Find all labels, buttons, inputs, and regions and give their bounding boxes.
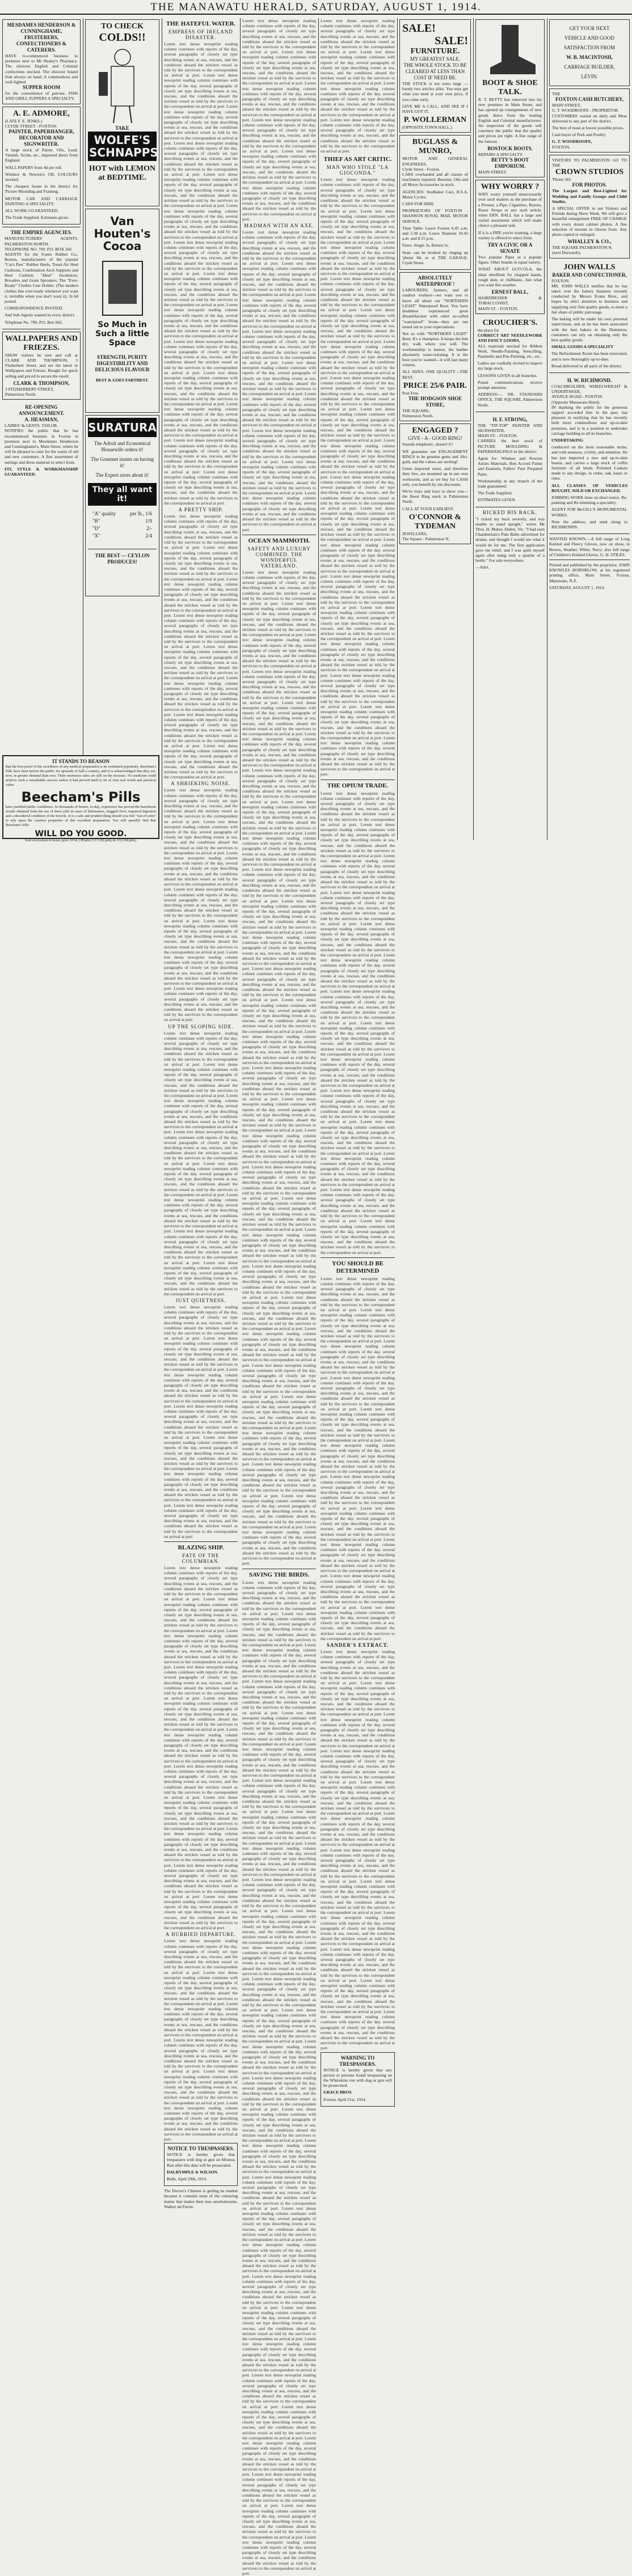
waterproof-body: Not so with "NORTHERN LIGHT" Boot. It's a champion. It keeps the feet dry, walk where you will. The workmanship is honest, the leather absolutely water-resisting. It is the boot you've wanted—it will last many winters. — [402, 331, 468, 367]
suratura-foot: THE BEST — CEYLON PRODUCES! — [88, 549, 157, 565]
engaged-heading: ENGAGED ? — [402, 426, 468, 435]
waterproof-store: THE HODGSON SHOE STORE, — [402, 396, 468, 408]
article-heading: THE OPIUM TRADE. — [321, 782, 395, 790]
cocoa-sub: STRENGTH, PURITY DIGESTIBILITY AND DELICIOUS FLAVOUR — [88, 354, 157, 373]
article-body: Lorem text dense newsprint reading column continues with reports of the day, several paragraphs of closely set type describing events at sea, rescues, and the conditions aboard the stricken vessel as told by the survivors to the correspondent on arrival at port. Lorem text dense newsprint reading column continues with reports of the day, several paragraphs of closely set type describing events at sea, rescues, and the conditions aboard the stricken vessel as told by the survivors to the correspondent on arrival at port. Lorem text dense newsprint reading column continues with reports of the day, several paragraphs of closely set type describing events at sea, rescues, and the conditions aboard the stricken vessel as told by the survivors to the correspondent on arrival at port. Lorem text dense newsprint reading column continues with reports of the day, several paragraphs of closely set type describing events at sea, rescues, and the conditions aboard the stricken vessel as told by the survivors to the correspondent on arrival at port. Lorem text dense newsprint reading column continues with reports of the day, several paragraphs of closely set type describing events at sea, rescues, and the conditions aboard the stricken vessel as told by the survivors to the correspondent on arrival at port. Lorem text dense newsprint reading column continues with reports of the day, several paragraphs of closely set type describing events at sea, rescues, and the conditions aboard the stricken vessel as told by the survivors to the correspondent on arrival at port. Lorem text dense newsprint reading column continues with reports of the day, several paragraphs of closely set type describing events at sea, rescues, and the conditions aboard the stricken vessel as told by the survivors to the correspondent on arrival at port. — [164, 1304, 238, 1539]
worry-street: MAIN ST. - FOXTON. — [478, 306, 542, 311]
studios-phone: 'Phone 582 — [552, 177, 627, 182]
buglass-time: Time Table: Leave Foxton 6.45 a.m. and 2.30 p.m. Leave Shannon 10.45 a.m. and 8.15 p.m. — [402, 226, 468, 242]
trespass-sig: GRACE BROS. — [323, 2090, 392, 2095]
trespass-date: Foxton, April 21st, 1914. — [323, 2097, 392, 2102]
sale-ad — [399, 19, 471, 133]
column-7 — [475, 18, 545, 840]
richmond-addr: AVENUE ROAD - FOXTON — [551, 394, 627, 399]
suratura-ad — [85, 415, 159, 596]
richmond-agent: AGENT FOR McGILL'S MONUMENTAL WORKS. — [551, 507, 627, 517]
trespass-body: NOTICE is hereby given that any person or persons found trespassing on the Whirokino run with dog or gun will be prosecuted. — [323, 2067, 392, 2088]
article-subheading: MAN WHO STOLE "LA GIOCONDA." — [321, 164, 395, 176]
richmond-jobbing: JOBBING WORK done on short notice. Re-painting and Re-trimming a speciality. — [551, 495, 627, 505]
studios-photos: FOR PHOTOS. — [552, 182, 627, 188]
waterproof-post: Post Free. — [402, 391, 468, 396]
sanders-brand: SANDER'S EXTRACT. — [321, 1642, 395, 1648]
beecham-heading: IT STANDS TO REASON — [6, 759, 156, 765]
waterproof-heading: ABSOLUTELY WATERPROOF ! — [402, 275, 468, 287]
beecham-brand: Beecham's Pills — [6, 789, 156, 805]
walls-town: FOXTON. — [551, 278, 627, 283]
imprint-date: SATURDAY, AUGUST 1, 1914. — [549, 585, 630, 590]
strong-agent: Agent for: Windsor and Newton Artists Materials, Bon Accord Paints and Enamels, Fullers' Pure Prepared Paint. — [478, 456, 542, 477]
walls-bread: Bread delivered to all parts of the district. — [551, 363, 627, 368]
schnapps-tag: HOT with LEMON at BEDTIME. — [88, 164, 157, 183]
back-body: "I ricked my back severely, and was unable to stand upright," writes Mr Thos. H. Maher, Ebden, Vic. "I had seen Chamberlain's Pain Balm advertised for strains, and thought I would see what it would do for me. The first application gave me relief, and I was quite myself again after using only a quarter of a bottle." For sale everywhere. — [475, 516, 545, 564]
admore-body: The cheapest house in the district for Picture Moulding and Framing. — [5, 184, 78, 194]
admore-name: A. E. ADMORE, — [5, 109, 78, 118]
admore-late: (LATE F. E. JENKS.) — [5, 118, 78, 124]
buglass-body: CARS overhauled and all classes of machinery repaired. Benzine, Oils and all Motor Accessories in stock. — [402, 172, 468, 188]
imprint: Printed and published by the proprietor, JOHN KNOWLES HORNBLOW, at his registered printing office, Main Street, Foxton, Manawatu, N.Z. — [549, 562, 630, 583]
macintosh-town: LEVIN. — [552, 74, 627, 80]
butchery-best: The best of meat at lowest possible prices. — [552, 125, 627, 130]
croucher-lessons: LESSONS GIVEN in all branches. — [478, 373, 542, 378]
buglass-street: Clyde Street - Foxton. — [402, 167, 468, 172]
trespass-ad-moutoa — [164, 2143, 238, 2186]
article-body: Lorem text dense newsprint reading column continues with reports of the day, several paragraphs of closely set type describing events at sea, rescues, and the conditions aboard the stricken vessel as told by the survivors to the correspondent on arrival at port. Lorem text dense newsprint reading column continues with reports of the day, several paragraphs of closely set type describing events at sea, rescues, and the conditions aboard the stricken vessel as told by the survivors to the correspondent on arrival at port. Lorem text dense newsprint reading column continues with reports of the day, several paragraphs of closely set type describing events at sea, rescues, and the conditions aboard the stricken vessel as told by the survivors to the correspondent on arrival at port. Lorem text dense newsprint reading column continues with reports of the day, several paragraphs of closely set type describing events at sea, rescues, and the conditions aboard the stricken vessel as told by the survivors to the correspondent on arrival at port. Lorem text dense newsprint reading column continues with reports of the day, several paragraphs of closely set type describing events at sea, rescues, and the conditions aboard the stricken vessel as told by the survivors to the correspondent on arrival at port. Lorem text dense newsprint reading column continues with reports of the day, several paragraphs of closely set type describing events at sea, rescues, and the conditions aboard the stricken vessel as told by the survivors to the correspondent on arrival at port. Lorem text dense newsprint reading column continues with reports of the day, several paragraphs of closely set type describing events at sea, rescues, and the conditions aboard the stricken vessel as told by the survivors to the correspondent on arrival at port. Lorem text dense newsprint reading column continues with reports of the day, several paragraphs of closely set type describing events at sea, rescues, and the conditions aboard the stricken vessel as told by the survivors to the correspondent on arrival at port. Lorem text dense newsprint reading column continues with reports of the day, several paragraphs of closely set type describing events at sea, rescues, and the conditions aboard the stricken vessel as told by the survivors to the correspondent on arrival at port. Lorem text dense newsprint reading column continues with reports of the day, several paragraphs of closely set type describing events at sea, rescues, and the conditions aboard the stricken vessel as told by the survivors to the correspondent on arrival at port. Lorem text dense newsprint reading column continues with reports of the day, several paragraphs of closely set type describing events at sea, rescues, and the conditions aboard the stricken vessel as told by the survivors to the correspondent on arrival at port. Lorem text dense newsprint reading column continues with reports of the day, several paragraphs of closely set type describing events at sea, rescues, and the conditions aboard the stricken vessel as told by the survivors to the correspondent on arrival at port. Lorem text dense newsprint reading column continues with reports of the day, several paragraphs of closely set type describing events at sea, rescues, and the conditions aboard the stricken vessel as told by the survivors to the correspondent on arrival at port. Lorem text dense newsprint reading column continues with reports of the day, several paragraphs of closely set type describing events at sea, rescues, and the conditions aboard the stricken vessel as told by the survivors to the correspondent on arrival at port. — [164, 41, 238, 506]
trespass-heading: NOTICE TO TRESPASSERS. — [167, 2146, 235, 2152]
cocoa-tag: So Much in Such a little Space — [88, 320, 157, 348]
boot-illustration — [479, 22, 541, 79]
suratura-line: The Gourmet insists on having it! — [88, 456, 157, 469]
butchery-heading: FOXTON CASH BUTCHERY, — [552, 96, 627, 103]
article-subheading: A PRETTY SHIP. — [164, 507, 238, 512]
price-row — [88, 518, 157, 525]
article-heading: THIEF AS ART CRITIC. — [321, 156, 395, 163]
worry-civic: TRY A CIVIC OR A SENATE — [478, 242, 542, 255]
worry-sub: HAIRDRESSER & TOBACCONIST, — [478, 295, 542, 306]
price-value: 1/9 — [145, 518, 152, 524]
macintosh-line: SATISFACTION FROM — [552, 45, 627, 51]
butchery-town: FOXTON. — [552, 145, 627, 150]
henderson-ad — [2, 19, 81, 104]
henderson-tail: for the convenience of patrons. FISH AND GRILL SUPPERS A SPECIALTY. — [5, 91, 78, 101]
article-body: Lorem text dense newsprint reading column continues with reports of the day, several paragraphs of closely set type describing events at sea, rescues, and the conditions aboard the stricken vessel as told by the survivors to the correspondent on arrival at port. Lorem text dense newsprint reading column continues with reports of the day, several paragraphs of closely set type describing events at sea, rescues, and the conditions aboard the stricken vessel as told by the survivors to the correspondent on arrival at port. Lorem text dense newsprint reading column continues with reports of the day, several paragraphs of closely set type describing events at sea, rescues, and the conditions aboard the stricken vessel as told by the survivors to the correspondent on arrival at port. Lorem text dense newsprint reading column continues with reports of the day, several paragraphs of closely set type describing events at sea, rescues, and the conditions aboard the stricken vessel as told by the survivors to the correspondent on arrival at port. Lorem text dense newsprint reading column continues with reports of the day, several paragraphs of closely set type describing events at sea, rescues, and the conditions aboard the stricken vessel as told by the survivors to the correspondent on arrival at port. Lorem text dense newsprint reading column continues with reports of the day, several paragraphs of closely set type describing events at sea, rescues, and the conditions aboard the stricken vessel as told by the survivors to the correspondent on arrival at port. — [164, 1938, 238, 2142]
worry-ad — [475, 180, 545, 314]
article-subheading: A SHRIEKING NOISE. — [164, 781, 238, 786]
suratura-line: They all want it! — [88, 483, 157, 506]
croucher-addr: ADDRESS:— NR. STANDARD OFFICE, THE SQUARE, Palmerston North. — [478, 392, 542, 408]
article-subheading: UP THE SLOPING SIDE. — [164, 1024, 238, 1029]
henderson-sub: FRUITERERS, CONFECTIONERS & CATERERS. — [5, 35, 78, 53]
richmond-under2: conducted on the most reasonable terms, and with neatness, civility, and attention. He has just imported a new and up-to-date hearse, and carries a large stock of coffin furniture of all kinds. Polished Caskets made to any design, in cedar, oak, kauri or rimu. — [551, 444, 627, 481]
article-subheading: RICKED HIS BACK. — [475, 510, 545, 515]
macintosh-name: W. B. MACINTOSH, — [552, 54, 627, 61]
cocoa-brand: Van Houten's Cocoa — [88, 215, 157, 252]
trespass-body: NOTICE is hereby given that trespassers with dog or gun on Moutoa Run after this date will be prosecuted. — [167, 2152, 235, 2168]
waterproof-sizes: ALL SIZES. ONE QUALITY—THE BEST. — [402, 369, 468, 379]
sale-word: SALE! — [402, 35, 468, 47]
strong-work: Workmanship in any branch of the trade guaranteed. — [478, 478, 542, 489]
croucher-heading: CROUCHER'S. — [478, 319, 542, 328]
wallpapers-town: Palmerston North. — [5, 392, 78, 397]
admore-body: A large stock of Paints, Oils, Lead, Varnish, Scrim, etc., imported direct from England. — [5, 147, 78, 163]
boot-brand: BOSTOCK BOOTS. — [478, 146, 542, 152]
buglass-fares: Fares: Single 3s, Return 5s. — [402, 243, 468, 248]
boot-ad — [475, 19, 545, 177]
admore-body: WALL PAPERS from 4d per roll. — [5, 165, 78, 170]
beecham-body: have justified public confidence. In thousands of homes, to-day, experience has proved the beneficent results obtained from the use of these pills in cases of biliousness, sluggish liver, impaired digestion and a disordered condition of the bowels. It is a safe and prudent thing should you feel "out-of-sorts" to rely upon the curative properties of this excellent preparation. You will speedily find that Beecham's Pills — [6, 805, 156, 828]
walls-name: JOHN WALLS — [551, 263, 627, 272]
richmond-sub: COACHBUILDER, WHEELWRIGHT & UNDERTAKER, — [551, 384, 627, 394]
walls-small: SMALL GOODS A SPECIALITY — [551, 344, 627, 349]
sale-furniture: FURNITURE. — [402, 47, 468, 56]
heasman-body: NOTIFIES the public that he has recommenced business in Foxton in premises next to Mesdames Henderson and Cunninghame's, Main Street, where he will be pleased to cater for the wants of old and new customers. A fine assortment of suitings and dress material to select from. — [5, 428, 78, 464]
article-body: Lorem text dense newsprint reading column continues with reports of the day, several paragraphs of closely set type describing events at sea, rescues, and the conditions aboard the stricken vessel as told by the survivors to the correspondent on arrival at port. Lorem text dense newsprint reading column continues with reports of the day, several paragraphs of closely set type describing events at sea, rescues, and the conditions aboard the stricken vessel as told by the survivors to the correspondent on arrival at port. Lorem text dense newsprint reading column continues with reports of the day, several paragraphs of closely set type describing events at sea, rescues, and the conditions aboard the stricken vessel as told by the survivors to the correspondent on arrival at port. Lorem text dense newsprint reading column continues with reports of the day, several paragraphs of closely set type describing events at sea, rescues, and the conditions aboard the stricken vessel as told by the survivors to the correspondent on arrival at port. Lorem text dense newsprint reading column continues with reports of the day, several paragraphs of closely set type describing events at sea, rescues, and the conditions aboard the stricken vessel as told by the survivors to the correspondent on arrival at port. Lorem text dense newsprint reading column continues with reports of the day, several paragraphs of closely set type describing events at sea, rescues, and the conditions aboard the stricken vessel as told by the survivors to the correspondent on arrival at port. Lorem text dense newsprint reading column continues with reports of the day, several paragraphs of closely set type describing events at sea, rescues, and the conditions aboard the stricken vessel as told by the survivors to the correspondent on arrival at port. Lorem text dense newsprint reading column continues with reports of the day, several paragraphs of closely set type describing events at sea, rescues, and the conditions aboard the stricken vessel as told by the survivors to the correspondent on arrival at port. Lorem text dense newsprint reading column continues with reports of the day, several paragraphs of closely set type describing events at sea, rescues, and the conditions aboard the stricken vessel as told by the survivors to the correspondent on arrival at port. — [242, 230, 316, 532]
croucher-ladies: Ladies are cordially invited to inspect my large stock. — [478, 361, 542, 371]
admore-body: MOTOR CAR AND CARRIAGE PAINTING A SPECIALITY. — [5, 196, 78, 206]
heasman-ad — [2, 402, 81, 481]
sale-opp: (OPPOSITE TOWN HALL.) — [402, 125, 468, 130]
price-grade: "D" — [92, 526, 100, 532]
engaged-ad — [399, 423, 471, 544]
price-grade: "X" — [92, 533, 100, 539]
column-1 — [2, 18, 81, 840]
price-grade: "B" — [92, 518, 100, 524]
wanted-notice: WANTED KNOWN.—A full range of Long Knitted and Fleecy Gloves, now on show, in Brown, Heather, White, Navy; also full range of Children's Knitted Gloves. G. H. STILES. — [549, 536, 630, 557]
masthead-title: THE MANAWATU HERALD, SATURDAY, AUGUST 1, 1914. — [150, 1, 481, 13]
beecham-sold: Sold everywhere in boxes, price 10½d. (36 pills) 1/1½ (56 pills) & 2/9 (168 pills). — [6, 838, 156, 844]
article-body: Lorem text dense newsprint reading column continues with reports of the day, several paragraphs of closely set type describing events at sea, rescues, and the conditions aboard the stricken vessel as told by the survivors to the correspondent on arrival at port. Lorem text dense newsprint reading column continues with reports of the day, several paragraphs of closely set type describing events at sea, rescues, and the conditions aboard the stricken vessel as told by the survivors to the correspondent on arrival at port. Lorem text dense newsprint reading column continues with reports of the day, several paragraphs of closely set type describing events at sea, rescues, and the conditions aboard the stricken vessel as told by the survivors to the correspondent on arrival at port. Lorem text dense newsprint reading column continues with reports of the day, several paragraphs of closely set type describing events at sea, rescues, and the conditions aboard the stricken vessel as told by the survivors to the correspondent on arrival at port. Lorem text dense newsprint reading column continues with reports of the day, several paragraphs of closely set type describing events at sea, rescues, and the conditions aboard the stricken vessel as told by the survivors to the correspondent on arrival at port. Lorem text dense newsprint reading column continues with reports of the day, several paragraphs of closely set type describing events at sea, rescues, and the conditions aboard the stricken vessel as told by the survivors to the correspondent on arrival at port. Lorem text dense newsprint reading column continues with reports of the day, several paragraphs of closely set type describing events at sea, rescues, and the conditions aboard the stricken vessel as told by the survivors to the correspondent on arrival at port. Lorem text dense newsprint reading column continues with reports of the day, several paragraphs of closely set type describing events at sea, rescues, and the conditions aboard the stricken vessel as told by the survivors to the correspondent on arrival at port. — [164, 1031, 238, 1297]
price-value: 2/- — [146, 526, 152, 532]
engaged-sub: JEWELLERS, — [402, 531, 468, 536]
richmond-note: Note the address, and send along to RICHMONDS. — [551, 519, 627, 529]
butchery-prop: G. T. WOODROOFE - PROPRIETOR — [552, 108, 627, 113]
empire-body: AGENTS for the Foster Rubber Co., Boston, manufacturers of the popular "Cat's Paw" Rubber Heels, Tread-Air Heel Cushions, Combination Arch Supports and Heel Cushion. "Ideal" Incubators, Brooders and Grain Sprouters. The "Ever-Ready" Clothes Line Holder. (The modern clothes line ever-ready whenever you want it, invisible when you don't want it). 3s 6d posted. — [5, 252, 78, 304]
article-body: Lorem text dense newsprint reading column continues with reports of the day, several paragraphs of closely set type describing events at sea, rescues, and the conditions aboard the stricken vessel as told by the survivors to the correspondent on arrival at port. Lorem text dense newsprint reading column continues with reports of the day, several paragraphs of closely set type describing events at sea, rescues, and the conditions aboard the stricken vessel as told by the survivors to the correspondent on arrival at port. Lorem text dense newsprint reading column continues with reports of the day, several paragraphs of closely set type describing events at sea, rescues, and the conditions aboard the stricken vessel as told by the survivors to the correspondent on arrival at port. Lorem text dense newsprint reading column continues with reports of the day, several paragraphs of closely set type describing events at sea, rescues, and the conditions aboard the stricken vessel as told by the survivors to the correspondent on arrival at port. — [321, 18, 395, 154]
buglass-hire: CARS FOR HIRE. — [402, 201, 468, 206]
admore-body: The Trade Supplied. Estimates given. — [5, 215, 78, 220]
schnapps-brand: WOLFE'S SCHNAPPS — [88, 132, 157, 161]
column-rule — [473, 18, 474, 840]
bottle-man-illustration — [89, 45, 157, 124]
strong-sub: THE "TIP-TOP" PAINTER AND SIGNWRITER, — [478, 423, 542, 433]
buglass-book: Seats can be booked by ringing up 'phone 84, or at THE GARAGE, Clyde Street. — [402, 250, 468, 266]
studios-firm: WHALLEY & CO., — [552, 239, 627, 245]
wallpapers-heading: WALLPAPERS AND FRIEZES. — [5, 334, 78, 353]
trespass-date: Bulls, April 29th, 1914. — [167, 2176, 235, 2181]
croucher-sub: CORRECT ART NEEDLEWORK AND FANCY GOODS, — [478, 333, 542, 343]
richmond-under: UNDERTAKING — [551, 438, 627, 443]
column-rule — [318, 18, 319, 840]
schnapps-line1: TO CHECK — [88, 22, 157, 31]
column-6 — [399, 18, 471, 840]
article-subheading: EMPRESS OF IRELAND DISASTER. — [164, 29, 238, 40]
price-value: per lb., 1/6 — [130, 511, 152, 517]
heasman-name: A. HEASMAN, — [5, 417, 78, 423]
butchery-sig: G. T. WOODROOFE, — [552, 139, 627, 144]
empire-corr: CORRESPONDENCE INVITED. — [5, 306, 78, 311]
doctor-notice: The Doctor's Chinese is getting he market because it contains none of the colouring matter that makes their teas unwholesome. Walker nd Furrie. — [164, 2188, 238, 2209]
empire-tel: TELEPHONE NO. 709. P.O. BOX 266 — [5, 247, 78, 252]
studios-best: The Largest and Best-Lighted for Wedding and Family Groups and Child Studies. — [552, 188, 627, 204]
article-body: Lorem text dense newsprint reading column continues with reports of the day, several paragraphs of closely set type describing events at sea, rescues, and the conditions aboard the stricken vessel as told by the survivors to the correspondent on arrival at port. Lorem text dense newsprint reading column continues with reports of the day, several paragraphs of closely set type describing events at sea, rescues, and the conditions aboard the stricken vessel as told by the survivors to the correspondent on arrival at port. Lorem text dense newsprint reading column continues with reports of the day, several paragraphs of closely set type describing events at sea, rescues, and the conditions aboard the stricken vessel as told by the survivors to the correspondent on arrival at port. Lorem text dense newsprint reading column continues with reports of the day, several paragraphs of closely set type describing events at sea, rescues, and the conditions aboard the stricken vessel as told by the survivors to the correspondent on arrival at port. Lorem text dense newsprint reading column continues with reports of the day, several paragraphs of closely set type describing events at sea, rescues, and the conditions aboard the stricken vessel as told by the survivors to the correspondent on arrival at port. Lorem text dense newsprint reading column continues with reports of the day, several paragraphs of closely set type describing events at sea, rescues, and the conditions aboard the stricken vessel as told by the survivors to the correspondent on arrival at port. Lorem text dense newsprint reading column continues with reports of the day, several paragraphs of closely set type describing events at sea, rescues, and the conditions aboard the stricken vessel as told by the survivors to the correspondent on arrival at port. — [164, 787, 238, 1022]
trespass-sig: DALRYMPLE & WILSON. — [167, 2170, 235, 2175]
walls-body: The baking will be under his own personal supervision, and as he has been associated with the best bakers in the Dominion, customers can rely on obtaining only the best quality goods. — [551, 316, 627, 342]
wallpapers-addr: 3 FITZHERBERT STREET, — [5, 387, 78, 392]
richmond-name: H. W. RICHMOND. — [551, 378, 627, 384]
price-row — [88, 510, 157, 518]
sale-great: MY GREATEST SALE. — [402, 56, 468, 62]
suratura-line: The Expert raves about it! — [88, 472, 157, 478]
beecham-lead: that the best proof of the excellence of any medical preparation is its continued popularity. Beecham's Pills have been before the public for upwards of half a century, and it is acknowledged that they are, now, in greater demand than ever. Their enormous sales are still on the increase. No medicine could achieve such a remarkable success unless it had proved itself to be of very real worth and practical value. — [6, 765, 156, 787]
boot-repairs: REPAIRS A SPECIALTY. — [478, 152, 542, 157]
richmond-vehicles: ALL CLASSES OF VEHICLES BOUGHT, SOLD OR EXCHANGED. — [551, 483, 627, 493]
admore-trade: PAINTER, PAPERHANGER, DECORATOR AND SIGNWRITER. — [5, 129, 78, 147]
engaged-body: WE guarantee our ENGAGEMENT RINGS to be genuine gems and 18ct. gold, and the values are sterling! — [402, 449, 468, 465]
schnapps-ad — [85, 19, 159, 206]
strong-name: H. F. STRONG, — [478, 417, 542, 423]
sale-name: P. WOLLERMAN — [402, 116, 468, 125]
henderson-body: HAVE re-commenced business in premises next to Mr Healey's Pharmacy. The choicest English and Colonial confections stocked. The choicest Island fruit always on hand. A commodious and well-lighted — [5, 53, 78, 84]
column-rule — [240, 18, 241, 840]
article-body: Lorem text dense newsprint reading column continues with reports of the day, several paragraphs of closely set type describing events at sea, rescues, and the conditions aboard the stricken vessel as told by the survivors to the correspondent on arrival at port. Lorem text dense newsprint reading column continues with reports of the day, several paragraphs of closely set type describing events at sea, rescues, and the conditions aboard the stricken vessel as told by the survivors to the correspondent on arrival at port. Lorem text dense newsprint reading column continues with reports of the day, several paragraphs of closely set type describing events at sea, rescues, and the conditions aboard the stricken vessel as told by the survivors to the correspondent on arrival at port. Lorem text dense newsprint reading column continues with reports of the day, several paragraphs of closely set type describing events at sea, rescues, and the conditions aboard the stricken vessel as told by the survivors to the correspondent on arrival at port. Lorem text dense newsprint reading column continues with reports of the day, several paragraphs of closely set type describing events at sea, rescues, and the conditions aboard the stricken vessel as told by the survivors to the correspondent on arrival at port. Lorem text dense newsprint reading column continues with reports of the day, several paragraphs of closely set type describing events at sea, rescues, and the conditions aboard the stricken vessel as told by the survivors to the correspondent on arrival at port. Lorem text dense newsprint reading column continues with reports of the day, several paragraphs of closely set type describing events at sea, rescues, and the conditions aboard the stricken vessel as told by the survivors to the correspondent on arrival at port. Lorem text dense newsprint reading column continues with reports of the day, several paragraphs of closely set type describing events at sea, rescues, and the conditions aboard the stricken vessel as told by the survivors to the correspondent on arrival at port. Lorem text dense newsprint reading column continues with reports of the day, several paragraphs of closely set type describing events at sea, rescues, and the conditions aboard the stricken vessel as told by the survivors to the correspondent on arrival at port. Lorem text dense newsprint reading column continues with reports of the day, several paragraphs of closely set type describing events at sea, rescues, and the conditions aboard the stricken vessel as told by the survivors to the correspondent on arrival at port. Lorem text dense newsprint reading column continues with reports of the day, several paragraphs of closely set type describing events at sea, rescues, and the conditions aboard the stricken vessel as told by the survivors to the correspondent on arrival at port. Lorem text dense newsprint reading column continues with reports of the day, several paragraphs of closely set type describing events at sea, rescues, and the conditions aboard the stricken vessel as told by the survivors to the correspondent on arrival at port. Lorem text dense newsprint reading column continues with reports of the day, several paragraphs of closely set type describing events at sea, rescues, and the conditions aboard the stricken vessel as told by the survivors to the correspondent on arrival at port. Lorem text dense newsprint reading column continues with reports of the day, several paragraphs of closely set type describing events at sea, rescues, and the conditions aboard the stricken vessel as told by the survivors to the correspondent on arrival at port. Lorem text dense newsprint reading column continues with reports of the day, several paragraphs of closely set type describing events at sea, rescues, and the conditions aboard the stricken vessel as told by the survivors to the correspondent on arrival at port. Lorem text dense newsprint reading column continues with reports of the day, several paragraphs of closely set type describing events at sea, rescues, and the conditions aboard the stricken vessel as told by the survivors to the correspondent on arrival at port. Lorem text dense newsprint reading column continues with reports of the day, several paragraphs of closely set type describing events at sea, rescues, and the conditions aboard the stricken vessel as told by the survivors to the correspondent on arrival at port. Lorem text dense newsprint reading column continues with reports of the day, several paragraphs of closely set type describing events at sea, rescues, and the conditions aboard the stricken vessel as told by the survivors to the correspondent on arrival at port. — [321, 177, 395, 777]
wallpapers-firm: CLARK & THOMPSON, — [5, 380, 78, 387]
heasman-sub: LADIES' & GENTS. TAILOR. — [5, 423, 78, 428]
studios-next: (next Durwards). — [552, 250, 627, 255]
worry-pipe: If it is a PIPE you're wanting, a large variety is offered to select from. — [478, 230, 542, 240]
buglass-sub: MOTOR AND GENERAL ENGINEERS, — [402, 156, 468, 166]
engaged-call: CALL AT YOUR EARLIEST. — [402, 506, 468, 511]
article-body: Lorem text dense newsprint reading column continues with reports of the day, several paragraphs of closely set type describing events at sea, rescues, and the conditions aboard the stricken vessel as told by the survivors to the correspondent on arrival at port. Lorem text dense newsprint reading column continues with reports of the day, several paragraphs of closely set type describing events at sea, rescues, and the conditions aboard the stricken vessel as told by the survivors to the correspondent on arrival at port. Lorem text dense newsprint reading column continues with reports of the day, several paragraphs of closely set type describing events at sea, rescues, and the conditions aboard the stricken vessel as told by the survivors to the correspondent on arrival at port. Lorem text dense newsprint reading column continues with reports of the day, several paragraphs of closely set type describing events at sea, rescues, and the conditions aboard the stricken vessel as told by the survivors to the correspondent on arrival at port. Lorem text dense newsprint reading column continues with reports of the day, several paragraphs of closely set type describing events at sea, rescues, and the conditions aboard the stricken vessel as told by the survivors to the correspondent on arrival at port. Lorem text dense newsprint reading column continues with reports of the day, several paragraphs of closely set type describing events at sea, rescues, and the conditions aboard the stricken vessel as told by the survivors to the correspondent on arrival at port. Lorem text dense newsprint reading column continues with reports of the day, several paragraphs of closely set type describing events at sea, rescues, and the conditions aboard the stricken vessel as told by the survivors to the correspondent on arrival at port. Lorem text dense newsprint reading column continues with reports of the day, several paragraphs of closely set type describing events at sea, rescues, and the conditions aboard the stricken vessel as told by the survivors to the correspondent on arrival at port. Lorem text dense newsprint reading column continues with reports of the day, several paragraphs of closely set type describing events at sea, rescues, and the conditions aboard the stricken vessel as told by the survivors to the correspondent on arrival at port. Lorem text dense newsprint reading column continues with reports of the day, several paragraphs of closely set type describing events at sea, rescues, and the conditions aboard the stricken vessel as told by the survivors to the correspondent on arrival at port. Lorem text dense newsprint reading column continues with reports of the day, several paragraphs of closely set type describing events at sea, rescues, and the conditions aboard the stricken vessel as told by the survivors to the correspondent on arrival at port. — [321, 1276, 395, 1641]
article-body: Lorem text dense newsprint reading column continues with reports of the day, several paragraphs of closely set type describing events at sea, rescues, and the conditions aboard the stricken vessel as told by the survivors to the correspondent on arrival at port. Lorem text dense newsprint reading column continues with reports of the day, several paragraphs of closely set type describing events at sea, rescues, and the conditions aboard the stricken vessel as told by the survivors to the correspondent on arrival at port. Lorem text dense newsprint reading column continues with reports of the day, several paragraphs of closely set type describing events at sea, rescues, and the conditions aboard the stricken vessel as told by the survivors to the correspondent on arrival at port. Lorem text dense newsprint reading column continues with reports of the day, several paragraphs of closely set type describing events at sea, rescues, and the conditions aboard the stricken vessel as told by the survivors to the correspondent on arrival at port. Lorem text dense newsprint reading column continues with reports of the day, several paragraphs of closely set type describing events at sea, rescues, and the conditions aboard the stricken vessel as told by the survivors to the correspondent on arrival at port. Lorem text dense newsprint reading column continues with reports of the day, several paragraphs of closely set type describing events at sea, rescues, and the conditions aboard the stricken vessel as told by the survivors to the correspondent on arrival at port. Lorem text dense newsprint reading column continues with reports of the day, several paragraphs of closely set type describing events at sea, rescues, and the conditions aboard the stricken vessel as told by the survivors to the correspondent on arrival at port. Lorem text dense newsprint reading column continues with reports of the day, several paragraphs of closely set type describing events at sea, rescues, and the conditions aboard the stricken vessel as told by the survivors to the correspondent on arrival at port. — [164, 514, 238, 779]
walls-sub: BAKER AND CONFECTIONER, — [551, 272, 627, 278]
article-heading: THE HATEFUL WATER. — [164, 20, 238, 28]
boot-street: MAIN STREET. — [478, 170, 542, 175]
admore-street: CLYDE STREET - FOXTON. — [5, 124, 78, 129]
henderson-room: SUPPER ROOM — [5, 84, 78, 91]
waterproof-body: LABOURERS, farmers, and all outdoor workers—we want you to know all about our "NORTHERN LIGHT" Waterproof Boot. You have doubtless experienced great dissatisfaction with other so-called "waterproof" boots—they are not tested out to your expectations. — [402, 287, 468, 329]
wallpapers-ad — [2, 332, 81, 400]
boot-name: BETTY'S BOOT EMPORIUM. — [478, 157, 542, 170]
buglass-prop: PROPRIETORS OF FOXTON - SHANNON ROYAL MAIL MOTOR SERVICE. — [402, 208, 468, 224]
heasman-heading: RE-OPENING ANNOUNCEMENT. — [5, 404, 78, 417]
worry-glycola: WHAT ABOUT GLYCOLA, the ideal emollient for chapped hands, rough skin, or chilblains. Just what you want this weather. — [478, 266, 542, 287]
worry-heading: WHY WORRY ? — [478, 183, 542, 192]
engaged-tel: Sounds telephonic, doesn't it? — [402, 442, 468, 447]
wallpapers-body: SHOW visitors be sure and call at CLARK AND THOMPSON, 3 Fitzherbert Street, and see the latest in Wallpapers and Friezes. Bought for quick selling and priced to secure the result. — [5, 353, 78, 379]
empire-tel2: Telephone No. 709. P.O. Box 662. — [5, 320, 78, 325]
engaged-addr: The Square - Palmerston N. — [402, 536, 468, 541]
cocoa-foot: BEST & GOES FARTHEST. — [88, 378, 157, 383]
walls-room: The Refreshment Room has been renovated, and is now thoroughly up-to-date. — [551, 351, 627, 361]
cocoa-ad — [85, 209, 159, 413]
richmond-opp: (Opposite Manawatu Hotel). — [551, 400, 627, 405]
studios-ad — [549, 155, 630, 259]
price-grade: "A" quality — [92, 511, 116, 517]
article-body: Lorem text dense newsprint reading column continues with reports of the day, several paragraphs of closely set type describing events at sea, rescues, and the conditions aboard the stricken vessel as told by the survivors to the correspondent on arrival at port. Lorem text dense newsprint reading column continues with reports of the day, several paragraphs of closely set type describing events at sea, rescues, and the conditions aboard the stricken vessel as told by the survivors to the correspondent on arrival at port. Lorem text dense newsprint reading column continues with reports of the day, several paragraphs of closely set type describing events at sea, rescues, and the conditions aboard the stricken vessel as told by the survivors to the correspondent on arrival at port. Lorem text dense newsprint reading column continues with reports of the day, several paragraphs of closely set type describing events at sea, rescues, and the conditions aboard the stricken vessel as told by the survivors to the correspondent on arrival at port. Lorem text dense newsprint reading column continues with reports of the day, several paragraphs of closely set type describing events at sea, rescues, and the conditions aboard the stricken vessel as told by the survivors to the correspondent on arrival at port. Lorem text dense newsprint reading column continues with reports of the day, several paragraphs of closely set type describing events at sea, rescues, and the conditions aboard the stricken vessel as told by the survivors to the correspondent on arrival at port. Lorem text dense newsprint reading column continues with reports of the day, several paragraphs of closely set type describing events at sea, rescues, and the conditions aboard the stricken vessel as told by the survivors to the correspondent on arrival at port. Lorem text dense newsprint reading column continues with reports of the day, several paragraphs of closely set type describing events at sea, rescues, and the conditions aboard the stricken vessel as told by the survivors to the correspondent on arrival at port. Lorem text dense newsprint reading column continues with reports of the day, several paragraphs of closely set type describing events at sea, rescues, and the conditions aboard the stricken vessel as told by the survivors to the correspondent on arrival at port. Lorem text dense newsprint reading column continues with reports of the day, several paragraphs of closely set type describing events at sea, rescues, and the conditions aboard the stricken vessel as told by the survivors to the correspondent on arrival at port. Lorem text dense newsprint reading column continues with reports of the day, several paragraphs of closely set type describing events at sea, rescues, and the conditions aboard the stricken vessel as told by the survivors to the correspondent on arrival at port. Lorem text dense newsprint reading column continues with reports of the day, several paragraphs of closely set type describing events at sea, rescues, and the conditions aboard the stricken vessel as told by the survivors to the correspondent on arrival at port. — [321, 1649, 395, 2051]
article-body: Lorem text dense newsprint reading column continues with reports of the day, several paragraphs of closely set type describing events at sea, rescues, and the conditions aboard the stricken vessel as told by the survivors to the correspondent on arrival at port. Lorem text dense newsprint reading column continues with reports of the day, several paragraphs of closely set type describing events at sea, rescues, and the conditions aboard the stricken vessel as told by the survivors to the correspondent on arrival at port. Lorem text dense newsprint reading column continues with reports of the day, several paragraphs of closely set type describing events at sea, rescues, and the conditions aboard the stricken vessel as told by the survivors to the correspondent on arrival at port. Lorem text dense newsprint reading column continues with reports of the day, several paragraphs of closely set type describing events at sea, rescues, and the conditions aboard the stricken vessel as told by the survivors to the correspondent on arrival at port. Lorem text dense newsprint reading column continues with reports of the day, several paragraphs of closely set type describing events at sea, rescues, and the conditions aboard the stricken vessel as told by the survivors to the correspondent on arrival at port. Lorem text dense newsprint reading column continues with reports of the day, several paragraphs of closely set type describing events at sea, rescues, and the conditions aboard the stricken vessel as told by the survivors to the correspondent on arrival at port. Lorem text dense newsprint reading column continues with reports of the day, several paragraphs of closely set type describing events at sea, rescues, and the conditions aboard the stricken vessel as told by the survivors to the correspondent on arrival at port. Lorem text dense newsprint reading column continues with reports of the day, several paragraphs of closely set type describing events at sea, rescues, and the conditions aboard the stricken vessel as told by the survivors to the correspondent on arrival at port. Lorem text dense newsprint reading column continues with reports of the day, several paragraphs of closely set type describing events at sea, rescues, and the conditions aboard the stricken vessel as told by the survivors to the correspondent on arrival at port. Lorem text dense newsprint reading column continues with reports of the day, several paragraphs of closely set type describing events at sea, rescues, and the conditions aboard the stricken vessel as told by the survivors to the correspondent on arrival at port. Lorem text dense newsprint reading column continues with reports of the day, several paragraphs of closely set type describing events at sea, rescues, and the conditions aboard the stricken vessel as told by the survivors to the correspondent on arrival at port. Lorem text dense newsprint reading column continues with reports of the day, several paragraphs of closely set type describing events at sea, rescues, and the conditions aboard the stricken vessel as told by the survivors to the correspondent on arrival at port. Lorem text dense newsprint reading column continues with reports of the day, several paragraphs of closely set type describing events at sea, rescues, and the conditions aboard the stricken vessel as told by the survivors to the correspondent on arrival at port. Lorem text dense newsprint reading column continues with reports of the day, several paragraphs of closely set type describing events at sea, rescues, and the conditions aboard the stricken vessel as told by the survivors to the correspondent on arrival at port. Lorem text dense newsprint reading column continues with reports of the day, several paragraphs of closely set type describing events at sea, rescues, and the conditions aboard the stricken vessel as told by the survivors to the correspondent on arrival at port. Lorem text dense newsprint reading column continues with reports of the day, several paragraphs of closely set type describing events at sea, rescues, and the conditions aboard the stricken vessel as told by the survivors to the correspondent on arrival at port. Lorem text dense newsprint reading column continues with reports of the day, several paragraphs of closely set type describing events at sea, rescues, and the conditions aboard the stricken vessel as told by the survivors to the correspondent on arrival at port. Lorem text dense newsprint reading column continues with reports of the day, several paragraphs of closely set type describing events at sea, rescues, and the conditions aboard the stricken vessel as told by the survivors to the correspondent on arrival at port. Lorem text dense newsprint reading column continues with reports of the day, several paragraphs of closely set type describing events at sea, rescues, and the conditions aboard the stricken vessel as told by the survivors to the correspondent on arrival at port. Lorem text dense newsprint reading column continues with reports of the day, several paragraphs of closely set type describing events at sea, rescues, and the conditions aboard the stricken vessel as told by the survivors to the correspondent on arrival at port. Lorem text dense newsprint reading column continues with reports of the day, several paragraphs of closely set type describing events at sea, rescues, and the conditions aboard the stricken vessel as told by the survivors to the correspondent on arrival at port. Lorem text dense newsprint reading column continues with reports of the day, several paragraphs of closely set type describing events at sea, rescues, and the conditions aboard the stricken vessel as told by the survivors to the correspondent on arrival at port. Lorem text dense newsprint reading column continues with reports of the day, several paragraphs of closely set type describing events at sea, rescues, and the conditions aboard the stricken vessel as told by the survivors to the correspondent on arrival at port. Lorem text dense newsprint reading column continues with reports of the day, several paragraphs of closely set type describing events at sea, rescues, and the conditions aboard the stricken vessel as told by the survivors to the correspondent on arrival at port. Lorem text dense newsprint reading column continues with reports of the day, several paragraphs of closely set type describing events at sea, rescues, and the conditions aboard the stricken vessel as told by the survivors to the correspondent on arrival at port. Lorem text dense newsprint reading column continues with reports of the day, several paragraphs of closely set type describing events at sea, rescues, and the conditions aboard the stricken vessel as told by the survivors to the correspondent on arrival at port. Lorem text dense newsprint reading column continues with reports of the day, several paragraphs of closely set type describing events at sea, rescues, and the conditions aboard the stricken vessel as told by the survivors to the correspondent on arrival at port. Lorem text dense newsprint reading column continues with reports of the day, several paragraphs of closely set type describing events at sea, rescues, and the conditions aboard the stricken vessel as told by the survivors to the correspondent on arrival at port. Lorem text dense newsprint reading column continues with reports of the day, several paragraphs of closely set type describing events at sea, rescues, and the conditions aboard the stricken vessel as told by the survivors to the correspondent on arrival at port. Lorem text dense newsprint reading column continues with reports of the day, several paragraphs of closely set type describing events at sea, rescues, and the conditions aboard the stricken vessel as told by the survivors to the correspondent on arrival at port. — [242, 570, 316, 1566]
admore-body: ALL WORK GUARANTEED. — [5, 208, 78, 213]
beecham-ad — [2, 755, 159, 839]
sale-stock: THE WHOLE STOCK TO BE CLEARED AT LESS THAN COST IF NEED BE. — [402, 62, 468, 81]
suratura-price-table — [88, 510, 157, 540]
engaged-name: O'CONNOR & TYDEMAN — [402, 513, 468, 531]
studios-body: A SPECIAL OFFER to our Visitors and Friends during Show Week. We will give a beautiful enlargement FREE OF CHARGE with every dozen cabinet photos. A fine selection of mounts to choose from. Any photo copied or enlarged. — [552, 206, 627, 237]
article-subheading: A HURRIED DEPARTURE. — [164, 1931, 238, 1937]
column-3 — [164, 18, 238, 840]
studios-name: CROWN STUDIOS — [552, 168, 627, 177]
butchery-street: MAIN STREET, — [552, 103, 627, 108]
butchery-ad — [549, 88, 630, 152]
engaged-body: Gems imported unset, and therefore duty free, are mounted up in our own workroom, and as we buy for CASH only, you benefit by our discounts. — [402, 466, 468, 487]
article-body: Lorem text dense newsprint reading column continues with reports of the day, several paragraphs of closely set type describing events at sea, rescues, and the conditions aboard the stricken vessel as told by the survivors to the correspondent on arrival at port. Lorem text dense newsprint reading column continues with reports of the day, several paragraphs of closely set type describing events at sea, rescues, and the conditions aboard the stricken vessel as told by the survivors to the correspondent on arrival at port. Lorem text dense newsprint reading column continues with reports of the day, several paragraphs of closely set type describing events at sea, rescues, and the conditions aboard the stricken vessel as told by the survivors to the correspondent on arrival at port. Lorem text dense newsprint reading column continues with reports of the day, several paragraphs of closely set type describing events at sea, rescues, and the conditions aboard the stricken vessel as told by the survivors to the correspondent on arrival at port. Lorem text dense newsprint reading column continues with reports of the day, several paragraphs of closely set type describing events at sea, rescues, and the conditions aboard the stricken vessel as told by the survivors to the correspondent on arrival at port. Lorem text dense newsprint reading column continues with reports of the day, several paragraphs of closely set type describing events at sea, rescues, and the conditions aboard the stricken vessel as told by the survivors to the correspondent on arrival at port. Lorem text dense newsprint reading column continues with reports of the day, several paragraphs of closely set type describing events at sea, rescues, and the conditions aboard the stricken vessel as told by the survivors to the correspondent on arrival at port. Lorem text dense newsprint reading column continues with reports of the day, several paragraphs of closely set type describing events at sea, rescues, and the conditions aboard the stricken vessel as told by the survivors to the correspondent on arrival at port. Lorem text dense newsprint reading column continues with reports of the day, several paragraphs of closely set type describing events at sea, rescues, and the conditions aboard the stricken vessel as told by the survivors to the correspondent on arrival at port. Lorem text dense newsprint reading column continues with reports of the day, several paragraphs of closely set type describing events at sea, rescues, and the conditions aboard the stricken vessel as told by the survivors to the correspondent on arrival at port. Lorem text dense newsprint reading column continues with reports of the day, several paragraphs of closely set type describing events at sea, rescues, and the conditions aboard the stricken vessel as told by the survivors to the correspondent on arrival at port. Lorem text dense newsprint reading column continues with reports of the day, several paragraphs of closely set type describing events at sea, rescues, and the conditions aboard the stricken vessel as told by the survivors to the correspondent on arrival at port. Lorem text dense newsprint reading column continues with reports of the day, several paragraphs of closely set type describing events at sea, rescues, and the conditions aboard the stricken vessel as told by the survivors to the correspondent on arrival at port. Lorem text dense newsprint reading column continues with reports of the day, several paragraphs of closely set type describing events at sea, rescues, and the conditions aboard the stricken vessel as told by the survivors to the correspondent on arrival at port. — [321, 791, 395, 1255]
price-row — [88, 532, 157, 540]
worry-name: ERNEST BALL, — [478, 289, 542, 295]
strong-est: ESTIMATES GIVEN. — [478, 497, 542, 502]
richmond-ad — [549, 375, 630, 534]
empire-agents: And Sub-Agents wanted in every district. — [5, 312, 78, 317]
engaged-ring: GIVE - A - GOOD RING! — [402, 435, 468, 442]
admore-ad — [2, 107, 81, 225]
sale-call: GIVE ME A CALL, AND SEE IF I HAVE GOT IT. — [402, 104, 468, 114]
article-subheading: SAFETY AND LUXURY COMBINED. THE WONDERFUL VATERLAND. — [242, 546, 316, 569]
article-body: Lorem text dense newsprint reading column continues with reports of the day, several paragraphs of closely set type describing events at sea, rescues, and the conditions aboard the stricken vessel as told by the survivors to the correspondent on arrival at port. Lorem text dense newsprint reading column continues with reports of the day, several paragraphs of closely set type describing events at sea, rescues, and the conditions aboard the stricken vessel as told by the survivors to the correspondent on arrival at port. Lorem text dense newsprint reading column continues with reports of the day, several paragraphs of closely set type describing events at sea, rescues, and the conditions aboard the stricken vessel as told by the survivors to the correspondent on arrival at port. Lorem text dense newsprint reading column continues with reports of the day, several paragraphs of closely set type describing events at sea, rescues, and the conditions aboard the stricken vessel as told by the survivors to the correspondent on arrival at port. Lorem text dense newsprint reading column continues with reports of the day, several paragraphs of closely set type describing events at sea, rescues, and the conditions aboard the stricken vessel as told by the survivors to the correspondent on arrival at port. Lorem text dense newsprint reading column continues with reports of the day, several paragraphs of closely set type describing events at sea, rescues, and the conditions aboard the stricken vessel as told by the survivors to the correspondent on arrival at port. Lorem text dense newsprint reading column continues with reports of the day, several paragraphs of closely set type describing events at sea, rescues, and the conditions aboard the stricken vessel as told by the survivors to the correspondent on arrival at port. Lorem text dense newsprint reading column continues with reports of the day, several paragraphs of closely set type describing events at sea, rescues, and the conditions aboard the stricken vessel as told by the survivors to the correspondent on arrival at port. Lorem text dense newsprint reading column continues with reports of the day, several paragraphs of closely set type describing events at sea, rescues, and the conditions aboard the stricken vessel as told by the survivors to the correspondent on arrival at port. Lorem text dense newsprint reading column continues with reports of the day, several paragraphs of closely set type describing events at sea, rescues, and the conditions aboard the stricken vessel as told by the survivors to the correspondent on arrival at port. Lorem text dense newsprint reading column continues with reports of the day, several paragraphs of closely set type describing events at sea, rescues, and the conditions aboard the stricken vessel as told by the survivors to the correspondent on arrival at port. — [164, 1565, 238, 1930]
price-value: 2/4 — [145, 533, 152, 539]
article-heading: OCEAN MAMMOTH. — [242, 537, 316, 545]
walls-ad — [549, 261, 630, 373]
studios-addr: THE SQUARE PALMERSTON N. — [552, 245, 627, 250]
macintosh-line: GET YOUR NEXT — [552, 26, 627, 32]
article-subheading: FATE OF THE COLUMBIAN. — [164, 1553, 238, 1564]
studios-visitors: VISITORS TO PALMERSTON GO TO THE — [552, 158, 627, 168]
strong-trade: The Trade Supplied. — [478, 490, 542, 495]
walls-body: MR. JOHN WALLS notifies that he has taken over the bakery business recently conducted by Messrs Evans Bros., and hopes by strict attention to business and supplying only first quality goods, to merit a fair share of public patronage. — [551, 283, 627, 315]
macintosh-line: VEHICLE AND GOOD — [552, 35, 627, 41]
worry-popular: Two popular Pipes at a popular figure. Other brands in equal variety. — [478, 255, 542, 265]
column-5 — [321, 18, 395, 840]
boot-heading: BOOT & SHOE TALK. — [478, 79, 542, 97]
buglass-agencies: AGENCIES: Studbaker Cars, B.S.A. Motor Cycles. — [402, 189, 468, 200]
back-adv: —Advt. — [475, 565, 545, 570]
price-row — [88, 525, 157, 532]
trespass-ad-whirokino — [321, 2052, 395, 2107]
trespass-heading: WARNING TO TRESPASSERS. — [323, 2055, 392, 2067]
masthead — [0, 0, 632, 15]
article-heading: SAVING THE BIRDS. — [242, 1571, 316, 1579]
article-body: Lorem text dense newsprint reading column continues with reports of the day, several paragraphs of closely set type describing events at sea, rescues, and the conditions aboard the stricken vessel as told by the survivors to the correspondent on arrival at port. Lorem text dense newsprint reading column continues with reports of the day, several paragraphs of closely set type describing events at sea, rescues, and the conditions aboard the stricken vessel as told by the survivors to the correspondent on arrival at port. Lorem text dense newsprint reading column continues with reports of the day, several paragraphs of closely set type describing events at sea, rescues, and the conditions aboard the stricken vessel as told by the survivors to the correspondent on arrival at port. Lorem text dense newsprint reading column continues with reports of the day, several paragraphs of closely set type describing events at sea, rescues, and the conditions aboard the stricken vessel as told by the survivors to the correspondent on arrival at port. Lorem text dense newsprint reading column continues with reports of the day, several paragraphs of closely set type describing events at sea, rescues, and the conditions aboard the stricken vessel as told by the survivors to the correspondent on arrival at port. Lorem text dense newsprint reading column continues with reports of the day, several paragraphs of closely set type describing events at sea, rescues, and the conditions aboard the stricken vessel as told by the survivors to the correspondent on arrival at port. — [242, 18, 316, 222]
column-2 — [85, 18, 159, 840]
butchery-cash: Cash buyer of Pork and Poultry — [552, 132, 627, 137]
macintosh-trade: CARRIAGE BUILDER, — [552, 64, 627, 70]
butchery-the: THE — [552, 91, 627, 96]
waterproof-sq: THE SQUARE, — [402, 408, 468, 413]
cocoa-tin-illustration — [97, 256, 148, 318]
buglass-name: BUGLASS & MUNRO, — [402, 138, 468, 156]
sale-body: THE STOCK is not extra large — barely two articles alike. You may get what you need at your own price, if you come early. — [402, 81, 468, 102]
schnapps-take: TAKE — [88, 125, 157, 132]
waterproof-town: Palmerston North. — [402, 413, 468, 418]
strong-body: CARRIES the best stock of PICTURE MOULDING & PAPERHANGINGS in the district. — [478, 438, 542, 454]
empire-heading: THE EMPIRE AGENCIES. — [5, 230, 78, 236]
sale-word: SALE! — [402, 22, 468, 35]
admore-body: Windsor & Newton's OIL COLOURS stocked. — [5, 172, 78, 182]
croucher-body: ALL materials stocked for Ribbon Work, Needle-Painting, Stencilling, Pastinello and Pen-Painting, etc., etc. — [478, 344, 542, 359]
suratura-brand: SURATURA — [88, 418, 157, 437]
article-heading: YOU SHOULD BE DETERMINED — [321, 1260, 395, 1275]
buglass-ad — [399, 135, 471, 270]
article-body: Lorem text dense newsprint reading column continues with reports of the day, several paragraphs of closely set type describing events at sea, rescues, and the conditions aboard the stricken vessel as told by the survivors to the correspondent on arrival at port. Lorem text dense newsprint reading column continues with reports of the day, several paragraphs of closely set type describing events at sea, rescues, and the conditions aboard the stricken vessel as told by the survivors to the correspondent on arrival at port. Lorem text dense newsprint reading column continues with reports of the day, several paragraphs of closely set type describing events at sea, rescues, and the conditions aboard the stricken vessel as told by the survivors to the correspondent on arrival at port. Lorem text dense newsprint reading column continues with reports of the day, several paragraphs of closely set type describing events at sea, rescues, and the conditions aboard the stricken vessel as told by the survivors to the correspondent on arrival at port. Lorem text dense newsprint reading column continues with reports of the day, several paragraphs of closely set type describing events at sea, rescues, and the conditions aboard the stricken vessel as told by the survivors to the correspondent on arrival at port. Lorem text dense newsprint reading column continues with reports of the day, several paragraphs of closely set type describing events at sea, rescues, and the conditions aboard the stricken vessel as told by the survivors to the correspondent on arrival at port. Lorem text dense newsprint reading column continues with reports of the day, several paragraphs of closely set type describing events at sea, rescues, and the conditions aboard the stricken vessel as told by the survivors to the correspondent on arrival at port. Lorem text dense newsprint reading column continues with reports of the day, several paragraphs of closely set type describing events at sea, rescues, and the conditions aboard the stricken vessel as told by the survivors to the correspondent on arrival at port. Lorem text dense newsprint reading column continues with reports of the day, several paragraphs of closely set type describing events at sea, rescues, and the conditions aboard the stricken vessel as told by the survivors to the correspondent on arrival at port. Lorem text dense newsprint reading column continues with reports of the day, several paragraphs of closely set type describing events at sea, rescues, and the conditions aboard the stricken vessel as told by the survivors to the correspondent on arrival at port. Lorem text dense newsprint reading column continues with reports of the day, several paragraphs of closely set type describing events at sea, rescues, and the conditions aboard the stricken vessel as told by the survivors to the correspondent on arrival at port. Lorem text dense newsprint reading column continues with reports of the day, several paragraphs of closely set type describing events at sea, rescues, and the conditions aboard the stricken vessel as told by the survivors to the correspondent on arrival at port. Lorem text dense newsprint reading column continues with reports of the day, several paragraphs of closely set type describing events at sea, rescues, and the conditions aboard the stricken vessel as told by the survivors to the correspondent on arrival at port. Lorem text dense newsprint reading column continues with reports of the day, several paragraphs of closely set type describing events at sea, rescues, and the conditions aboard the stricken vessel as told by the survivors to the correspondent on arrival at port. Lorem text dense newsprint reading column continues with reports of the day, several paragraphs of closely set type describing events at sea, rescues, and the conditions aboard the stricken vessel as told by the survivors to the correspondent on arrival at port. Lorem text dense newsprint reading column continues with reports of the day, several paragraphs of closely set type describing events at sea, rescues, and the conditions aboard the stricken vessel as told by the survivors to the correspondent on arrival at port. Lorem text dense newsprint reading column continues with reports of the day, several paragraphs of closely set type describing events at sea, rescues, and the conditions aboard the stricken vessel as told by the survivors to the correspondent on arrival at port. Lorem text dense newsprint reading column continues with reports of the day, several paragraphs of closely set type describing events at sea, rescues, and the conditions aboard the stricken vessel as told by the survivors to the correspondent on arrival at port. Lorem text dense newsprint reading column continues with reports of the day, several paragraphs of closely set type describing events at sea, rescues, and the conditions aboard the stricken vessel as told by the survivors to the correspondent on arrival at port. Lorem text dense newsprint reading column continues with reports of the day, several paragraphs of closely set type describing events at sea, rescues, and the conditions aboard the stricken vessel as told by the survivors to the correspondent on arrival at port. Lorem text dense newsprint reading column continues with reports of the day, several paragraphs of closely set type describing events at sea, rescues, and the conditions aboard the stricken vessel as told by the survivors to the correspondent on arrival at port. Lorem text dense newsprint reading column continues with reports of the day, several paragraphs of closely set type describing events at sea, rescues, and the conditions aboard the stricken vessel as told by the survivors to the correspondent on arrival at port. Lorem text dense newsprint reading column continues with reports of the day, several paragraphs of closely set type describing events at sea, rescues, and the conditions aboard the stricken vessel as told by the survivors to the correspondent on arrival at port. Lorem text dense newsprint reading column continues with reports of the day, several paragraphs of closely set type describing events at sea, rescues, and the conditions aboard the stricken vessel as told by the survivors to the correspondent on arrival at port. Lorem text dense newsprint reading column continues with reports of the day, several paragraphs of closely set type describing events at sea, rescues, and the conditions aboard the stricken vessel as told by the survivors to the correspondent on arrival at port. Lorem text dense newsprint reading column continues with reports of the day, several paragraphs of closely set type describing events at sea, rescues, and the conditions aboard the stricken vessel as told by the survivors to the correspondent on arrival at port. Lorem text dense newsprint reading column continues with reports of the day, several paragraphs of closely set type describing events at sea, rescues, and the conditions aboard the stricken vessel as told by the survivors to the correspondent on arrival at port. Lorem text dense newsprint reading column continues with reports of the day, several paragraphs of closely set type describing events at sea, rescues, and the conditions aboard the stricken vessel as told by the survivors to the correspondent on arrival at port. Lorem text dense newsprint reading column continues with reports of the day, several paragraphs of closely set type describing events at sea, rescues, and the conditions aboard the stricken vessel as told by the survivors to the correspondent on arrival at port. Lorem text dense newsprint reading column continues with reports of the day, several paragraphs of closely set type describing events at sea, rescues, and the conditions aboard the stricken vessel as told by the survivors to the correspondent on arrival at port. — [242, 1580, 316, 2576]
suratura-line: The Adroit and Economical Housewife orders it! — [88, 440, 157, 453]
column-8 — [549, 18, 630, 840]
worry-body: WHY worry yourself unnecessarily over such matters as the purchase of a Present, a Pipe, Cigarettes, Razors, Razor Strops or any such article, when ERN. BALL has a large and varied assortment which will make choice a pleasant task. — [478, 192, 542, 228]
article-subheading: MADMAN WITH AN AXE. — [242, 223, 316, 228]
engaged-body: We've trays and trays to show you—the finest Ring stock in Palmerston North. — [402, 489, 468, 505]
richmond-body: IN thanking the public for the generous support accorded him in the past, has pleasure in notifying that he has recently built more commodious and up-to-date premises, and is in a position to undertake carriage building in all its branches. — [551, 405, 627, 436]
macintosh-ad — [549, 19, 630, 86]
croucher-place: the place for — [478, 328, 542, 333]
waterproof-price: PRICE 25/6 PAIR. — [402, 382, 468, 391]
empire-ad — [2, 227, 81, 329]
schnapps-line2: COLDS!! — [88, 31, 157, 44]
henderson-heading: MESDAMES HENDERSON & CUNNINGHAME, — [5, 22, 78, 35]
article-subheading: JUST QUIETNESS. — [164, 1298, 238, 1303]
article-heading: BLAZING SHIP. — [164, 1544, 238, 1552]
heasman-tail: FIT, STYLE & WORKMANSHIP GUARANTEED. — [5, 467, 78, 477]
empire-sub: MANUFACTURERS' AGENTS, PALMERSTON NORTH. — [5, 236, 78, 246]
strong-ad — [475, 414, 545, 507]
boot-body: R. T. BETTY has removed into his new premises in Main Street, and has opened up consignments of new goods direct from the leading English and Colonial manufacturers. An inspection of the goods will convince the public that the quality and prices are right. A fine range of the famous — [478, 97, 542, 144]
column-rule — [397, 18, 398, 840]
butchery-body: CUSTOMERS waited on daily and Meat delivered to any part of the district. — [552, 113, 627, 124]
croucher-postal: Postal communications receive prompt attention. — [478, 380, 542, 390]
column-4 — [242, 18, 316, 840]
waterproof-ad — [399, 272, 471, 421]
croucher-ad — [475, 316, 545, 412]
strong-street: MAIN ST. - FOXTON. — [478, 433, 542, 438]
beecham-foot: WILL DO YOU GOOD. — [6, 829, 156, 838]
